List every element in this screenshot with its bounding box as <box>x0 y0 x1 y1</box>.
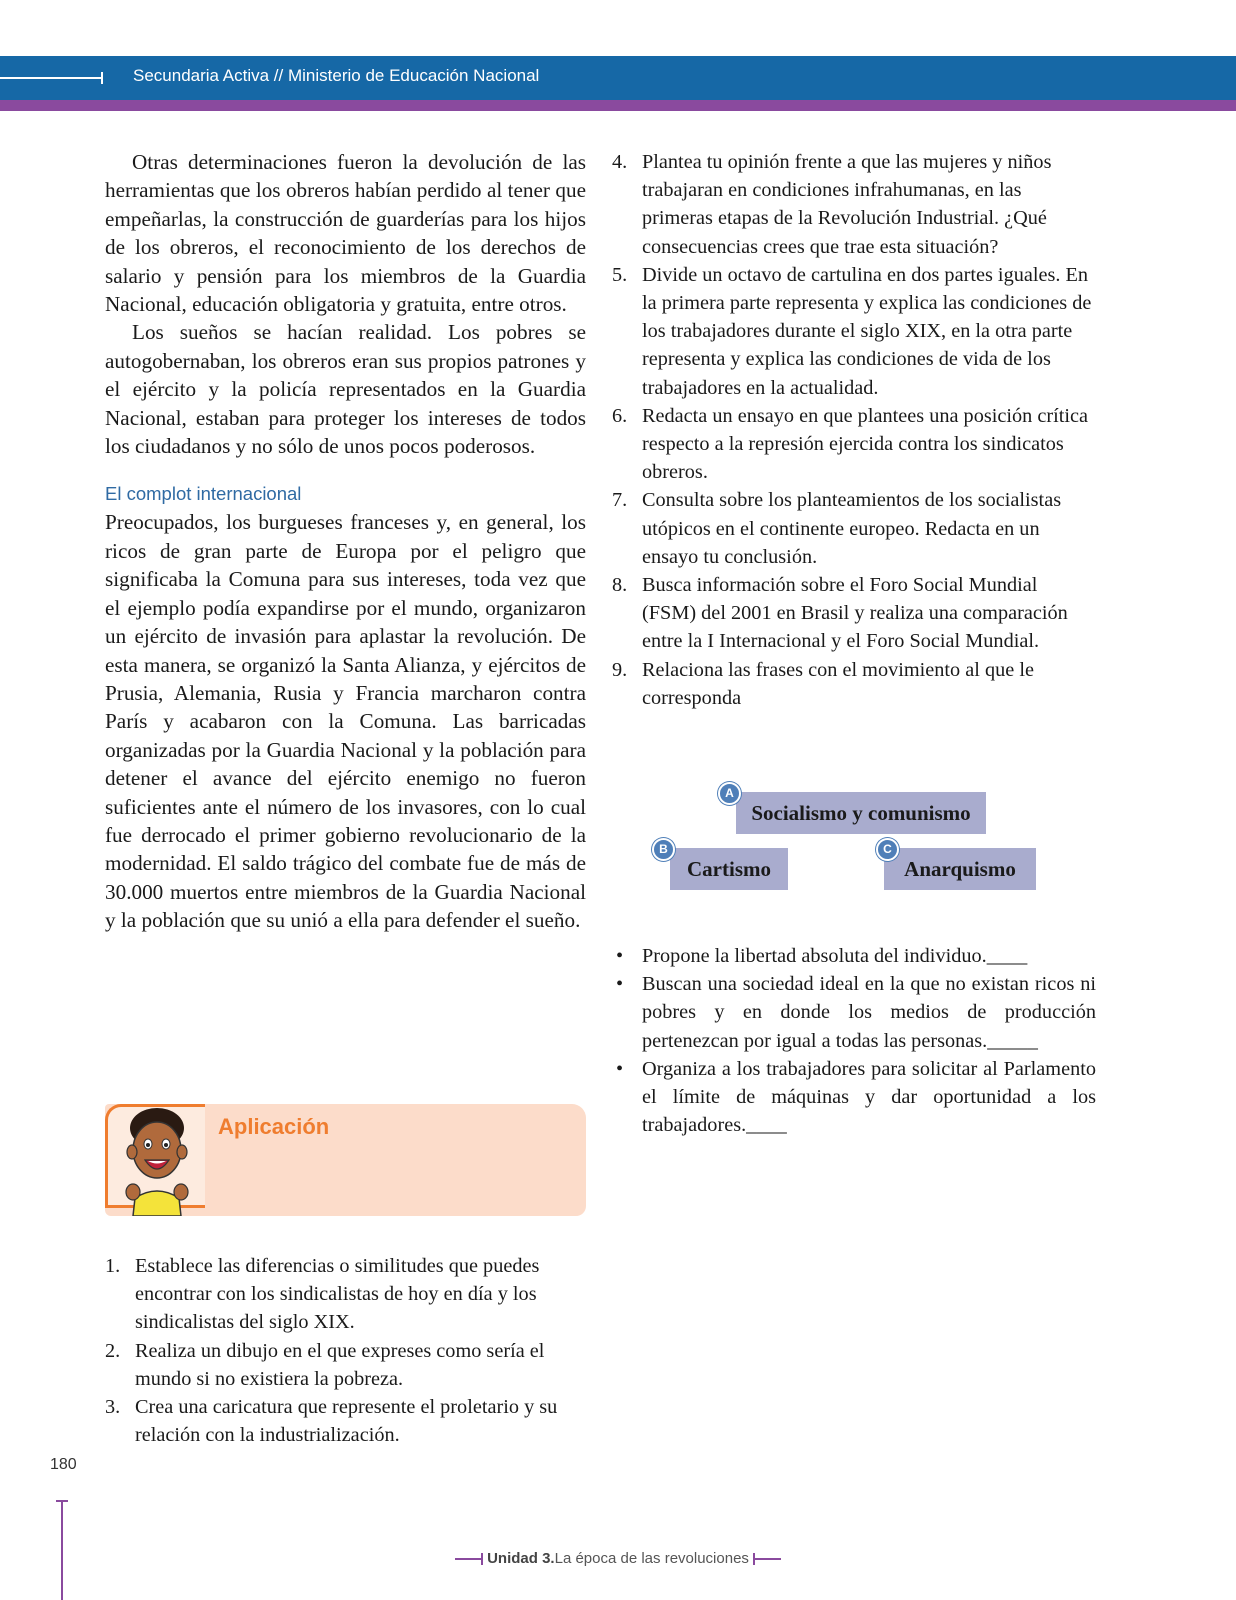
movements-diagram <box>660 782 1060 900</box>
box-cartismo: Cartismo <box>670 848 788 890</box>
aplicacion-title: Aplicación <box>218 1114 330 1139</box>
item-number: 1. <box>105 1255 121 1277</box>
aplicacion-box <box>105 1104 586 1216</box>
footer-title: La época de las revoluciones <box>554 1550 749 1567</box>
item-text: Consulta sobre los planteamientos de los socialistas utópicos en el continente europeo. Redacta en un ensayo tu conclusión. <box>642 489 1062 568</box>
item-number: 3. <box>105 1396 121 1419</box>
box-anarquismo: Anarquismo <box>884 848 1036 890</box>
item-text: Crea una caricatura que represente el proletario y su relación con la industrialización. <box>135 1396 558 1447</box>
box-socialismo: Socialismo y comunismo <box>736 792 986 834</box>
list-item <box>612 486 1096 571</box>
list-item: • Propone la libertad absoluta del individuo.____ <box>612 942 1096 970</box>
item-text: Realiza un dibujo en el que expreses como sería el mundo si no existiera la pobreza. <box>135 1339 545 1390</box>
statements-list <box>612 942 1096 1139</box>
header-line <box>0 77 103 79</box>
item-text: Establece las diferencias o similitudes que puedes encontrar con los sindicalistas de hoy en día y los sindicalistas del siglo XIX. <box>135 1255 540 1334</box>
item-number: 4. <box>612 151 628 173</box>
paragraph: Otras determinaciones fueron la devolución de las herramientas que los obreros habían perdido al tener que empeñarlas, la construcción de guarderías para los hijos de los obreros, el reconocimiento de los derechos de salario y pensión para los miembros de la Guardia Nacional, educación obligatoria y gratuita, entre otros. <box>105 150 586 317</box>
section-heading: El complot internacional <box>105 483 302 505</box>
item-number: 7. <box>612 489 628 512</box>
item-text: Divide un octavo de cartulina en dos partes iguales. En la primera parte representa y explica las condiciones de los trabajadores durante el siglo XIX, en la otra parte representa y explica las condiciones de vida de los trabajadores en la actualidad. <box>642 263 1092 399</box>
list-item <box>612 402 1096 487</box>
item-number: 2. <box>105 1339 121 1362</box>
list-item <box>612 571 1096 656</box>
list-item <box>105 1252 586 1337</box>
page-number: 180 <box>50 1456 77 1473</box>
footer-tick <box>56 1500 68 1502</box>
paragraph: Preocupados, los burgueses franceses y, en general, los ricos de gran parte de Europa por el peligro que significaba la Comuna para sus intereses, toda vez que el ejemplo podía expandirse por el mundo, organizaron un ejército de invasión para aplastar la revolución. De esta manera, se organizó la Santa Alianza, y ejércitos de Prusia, Alemania, Rusia y Francia marcharon contra París y acabaron con la Comuna. Las barricadas organizadas por la Guardia Nacional y la población para detener el avance del ejército enemigo no fueron suficientes ante el número de los invasores, con lo cual fue derrocado el primer gobierno revolucionario de la modernidad. El saldo trágico del combate fue de más de 30.000 muertos entre miembros de la Guardia Nacional y la población que su unió a ella para defender el sueño. <box>105 510 586 933</box>
list-item <box>105 1337 586 1393</box>
header-title: Secundaria Activa // Ministerio de Educación Nacional <box>133 66 540 85</box>
right-column <box>612 148 1096 712</box>
item-number: 5. <box>612 263 628 286</box>
list-item: • Organiza a los trabajadores para solicitar al Parlamento el límite de máquinas y dar oportunidad a los trabajadores.____ <box>612 1055 1096 1140</box>
footer-bar-right <box>753 1558 781 1560</box>
footer-bar-left <box>455 1558 483 1560</box>
activities-list-left <box>105 1252 586 1449</box>
list-item <box>612 148 1096 261</box>
item-number: 8. <box>612 574 628 597</box>
list-item <box>612 656 1096 712</box>
item-text: Relaciona las frases con el movimiento al que le corresponda <box>642 658 1034 709</box>
child-mascot-icon <box>117 1106 197 1216</box>
footer <box>0 1550 1236 1567</box>
left-column <box>105 148 586 935</box>
item-text: Redacta un ensayo en que plantees una posición crítica respecto a la represión ejercida contra los sindicatos obreros. <box>642 404 1089 484</box>
item-number: 9. <box>612 658 628 681</box>
badge-a: A <box>718 782 741 805</box>
list-item <box>105 1393 586 1449</box>
list-item: • Buscan una sociedad ideal en la que no existan ricos ni pobres y en donde los medios de producción pertenezcan por igual a todas las personas._____ <box>612 970 1096 1055</box>
item-text: Busca información sobre el Foro Social Mundial (FSM) del 2001 en Brasil y realiza una comparación entre la I Internacional y el Foro Social Mundial. <box>642 574 1068 653</box>
list-item <box>612 261 1096 402</box>
item-text: Plantea tu opinión frente a que las mujeres y niños trabajaran en condiciones infrahumanas, en las primeras etapas de la Revolución Industrial. ¿Qué consecuencias crees que trae esta situación? <box>642 151 1052 258</box>
paragraph: Los sueños se hacían realidad. Los pobres se autogobernaban, los obreros eran sus propios patrones y el ejército y la policía representados en la Guardia Nacional, estaban para proteger los intereses de todos los ciudadanos y no sólo de unos pocos poderosos. <box>105 320 586 459</box>
badge-c: C <box>876 838 899 861</box>
footer-unit: Unidad 3. <box>487 1550 555 1567</box>
badge-b: B <box>652 838 675 861</box>
header-tick <box>101 72 103 84</box>
item-number: 6. <box>612 404 628 427</box>
header-stripe <box>0 100 1236 111</box>
